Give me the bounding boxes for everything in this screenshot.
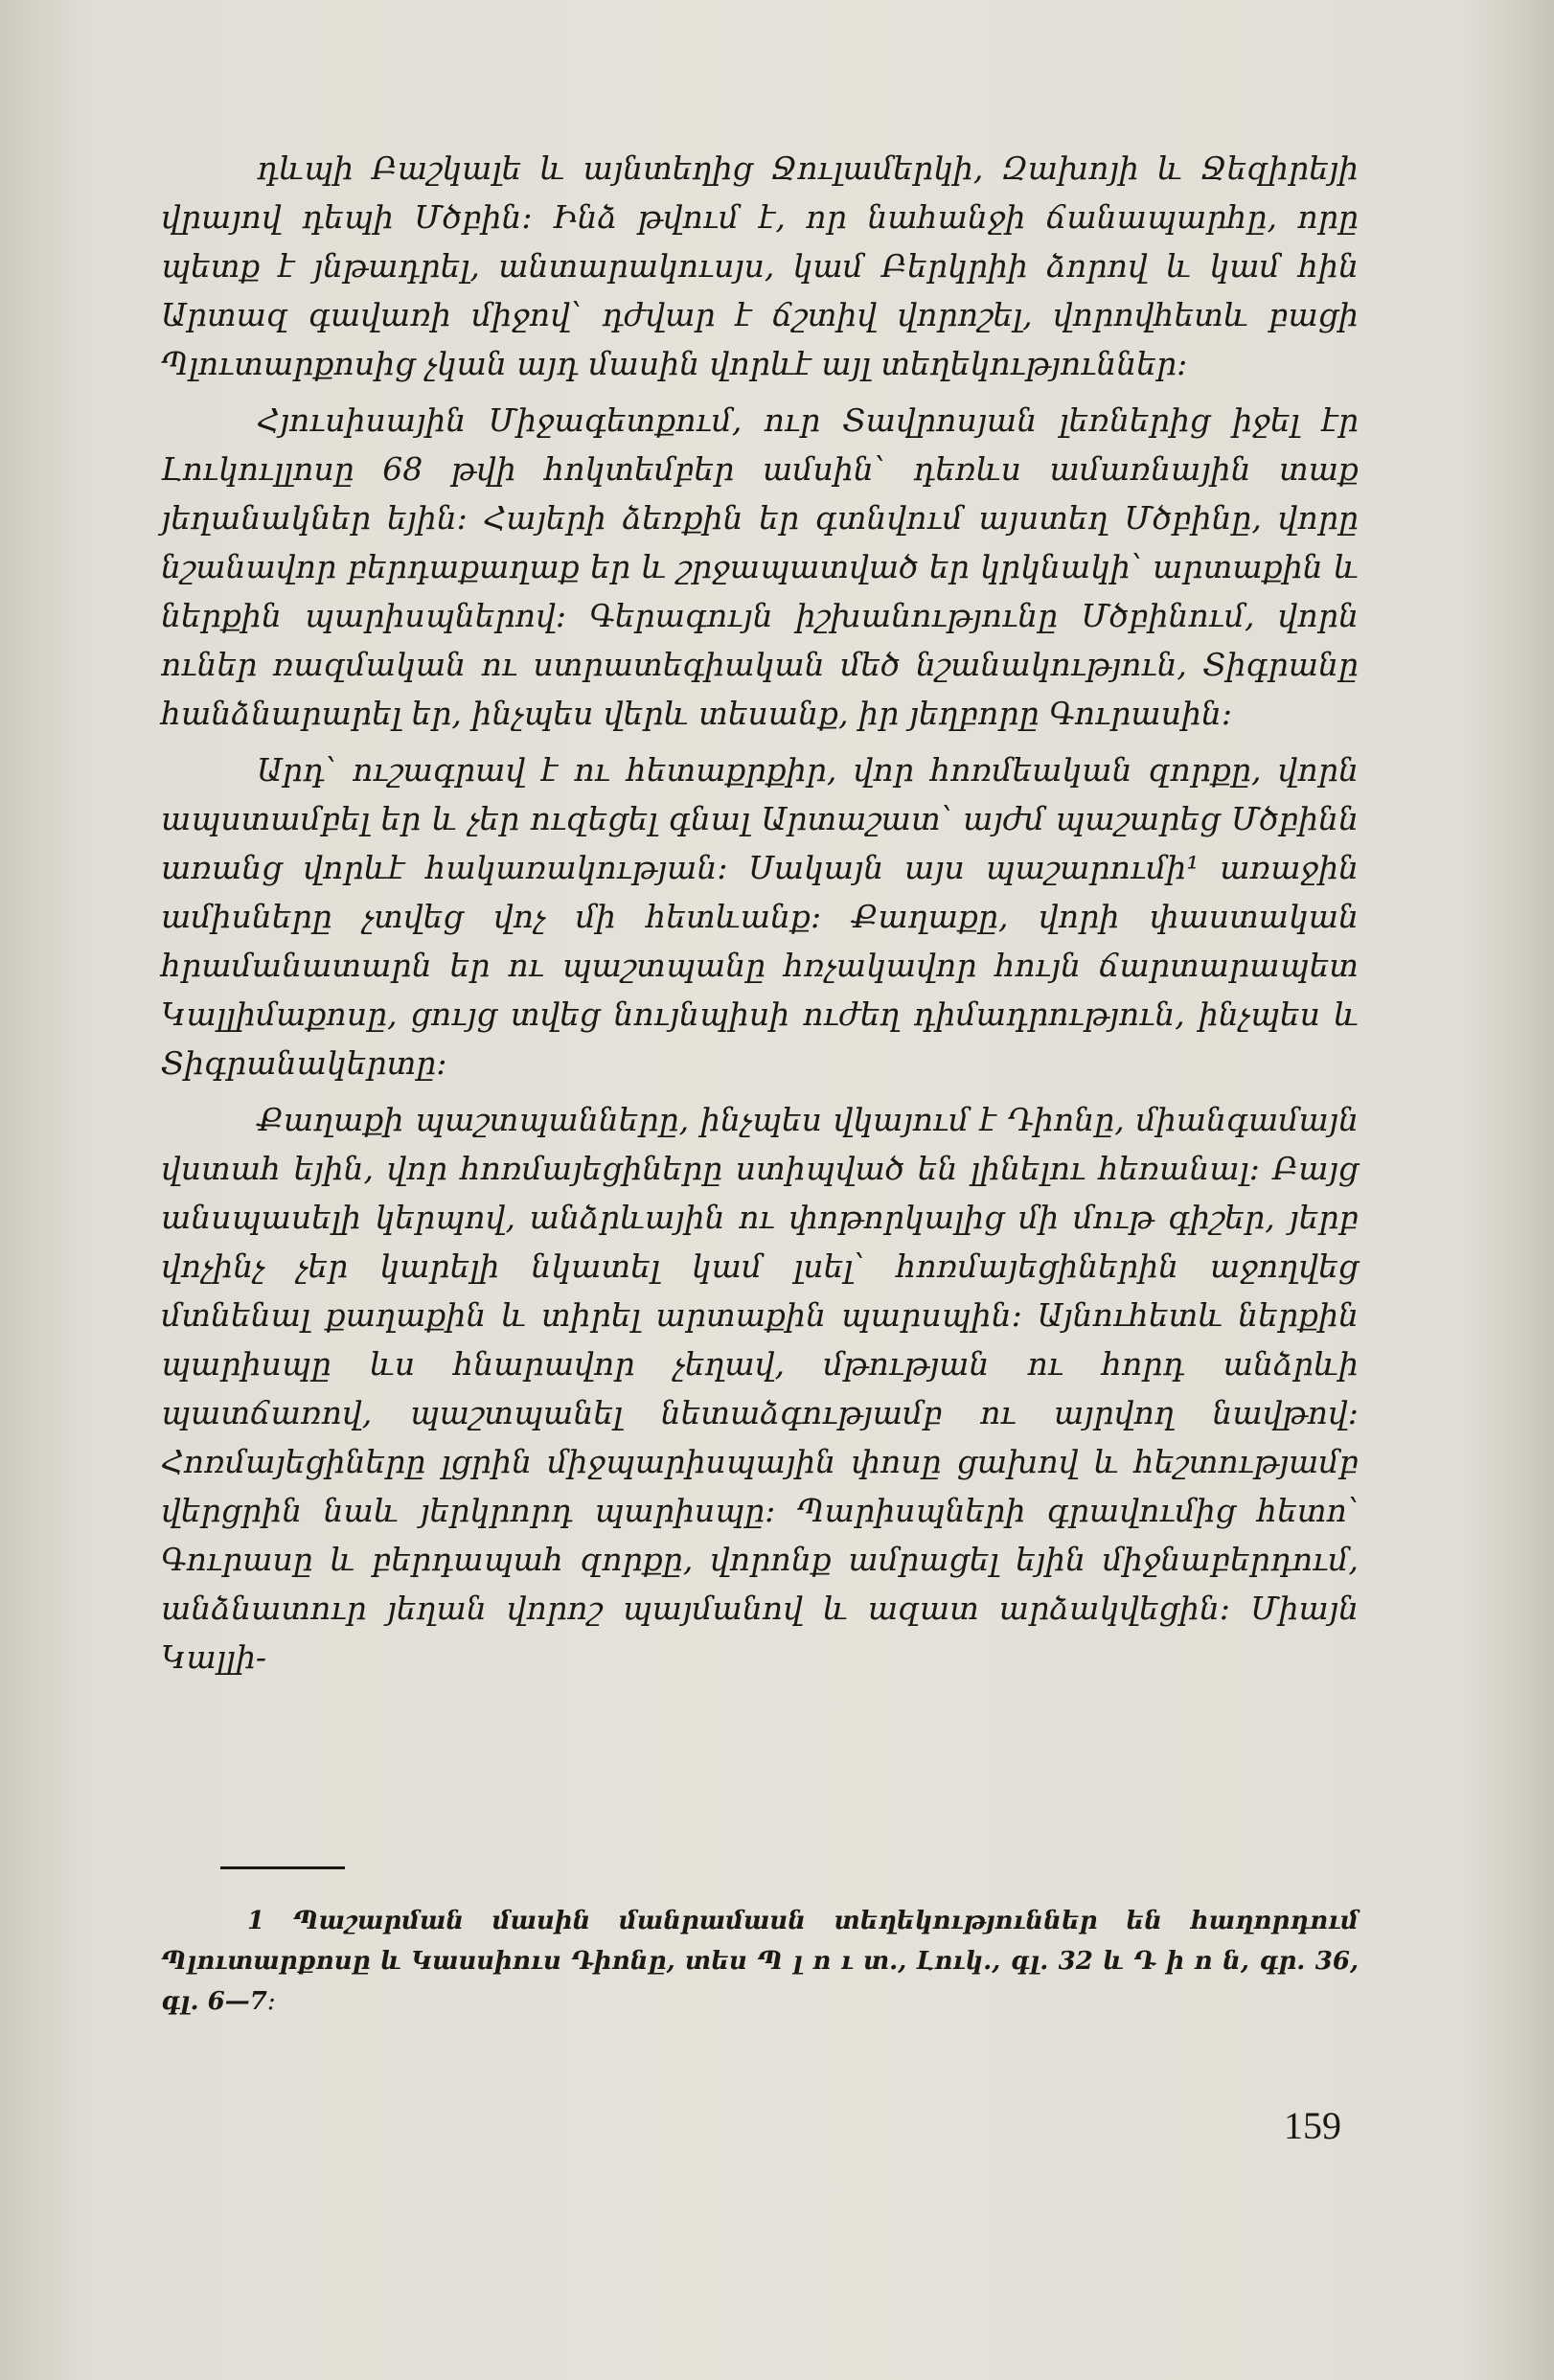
body-text [161, 144, 1359, 1682]
paragraph-4: Քաղաքի պաշտպանները, ինչպես վկայում է Դիոնը, միանգամայն վստահ եյին, վոր հոռմայեցիները ստիպված են լինելու հեռանալ։ Բայց անսպասելի կերպով, անձրևային ու փոթորկալից մի մութ գիշեր, յերբ վոչինչ չեր կարելի նկատել կամ լսել՝ հոռմայեցիներին աջողվեց մտնենալ քաղաքին և տիրել արտաքին պարսպին։ Այնուհետև ներքին պարիսպը ևս հնարավոր չեղավ, մթության ու հորդ անձրևի պատճառով, պաշտպանել նետաձգությամբ ու այրվող նավթով։ Հոռմայեցիները լցրին միջպարիսպային փոսը ցախով և հեշտությամբ վերցրին նաև յերկրորդ պարիսպը։ Պարիսպների գրավումից հետո՝ Գուրասը և բերդապահ զորքը, վորոնք ամրացել եյին միջնաբերդում, անձնատուր յեղան վորոշ պայմանով և ազատ արձակվեցին։ Միայն Կալլի- [161, 1101, 1359, 1676]
paragraph-3: Արդ՝ ուշագրավ է ու հետաքրքիր, վոր հոռմեական զորքը, վորն ապստամբել եր և չեր ուզեցել գնալ Արտաշատ՝ այժմ պաշարեց Մծբինն առանց վորևէ հակառակության։ Սակայն այս պաշարումի¹ առաջին ամիսները չտվեց վոչ մի հետևանք։ Քաղաքը, վորի փաստական հրամանատարն եր ու պաշտպանը հռչակավոր հույն ճարտարապետ Կալլիմաքոսը, ցույց տվեց նույնպիսի ուժեղ դիմադրություն, ինչպես և Տիգրանակերտը։ [161, 751, 1359, 1082]
page-number: 159 [1284, 2104, 1341, 2147]
paragraph-2: Հյուսիսային Միջագետքում, ուր Տավրոսյան լեռներից իջել էր Լուկուլլոսը 68 թվի հոկտեմբեր ամսին՝ դեռևս ամառնային տաք յեղանակներ եյին։ Հայերի ձեռքին եր գտնվում այստեղ Մծբինը, վորը նշանավոր բերդաքաղաք եր և շրջապատված եր կրկնակի՝ արտաքին և ներքին պարիսպներով։ Գերագույն իշխանությունը Մծբինում, վորն ուներ ռազմական ու ստրատեգիական մեծ նշանակություն, Տիգրանը հանձնարարել եր, ինչպես վերև տեսանք, իր յեղբորը Գուրասին։ [161, 401, 1359, 732]
footnote: 1 Պաշարման մասին մանրամասն տեղեկություններ են հաղորդում Պլուտարքոսը և Կասսիուս Դիոնը, տես Պ լ ո ւ տ., Լուկ., գլ. 32 և Դ ի ո ն, գր. 36, գլ. 6—7։ [161, 1907, 1359, 2016]
paragraph-1: դևպի Բաշկալե և այնտեղից Ջուլամերկի, Զախոյի և Ջեզիրեյի վրայով դեպի Մծբին։ Ինձ թվում է, որ նահանջի ճանապարհը, որը պետք է յնթադրել, անտարակուսյս, կամ Բերկրիի ձորով և կամ հին Արտազ գավառի միջով՝ դժվար է ճշտիվ վորոշել, վորովհետև բացի Պլուտարքոսից չկան այդ մասին վորևէ այլ տեղեկություններ։ [161, 149, 1359, 382]
footnote-divider [220, 1866, 345, 1869]
